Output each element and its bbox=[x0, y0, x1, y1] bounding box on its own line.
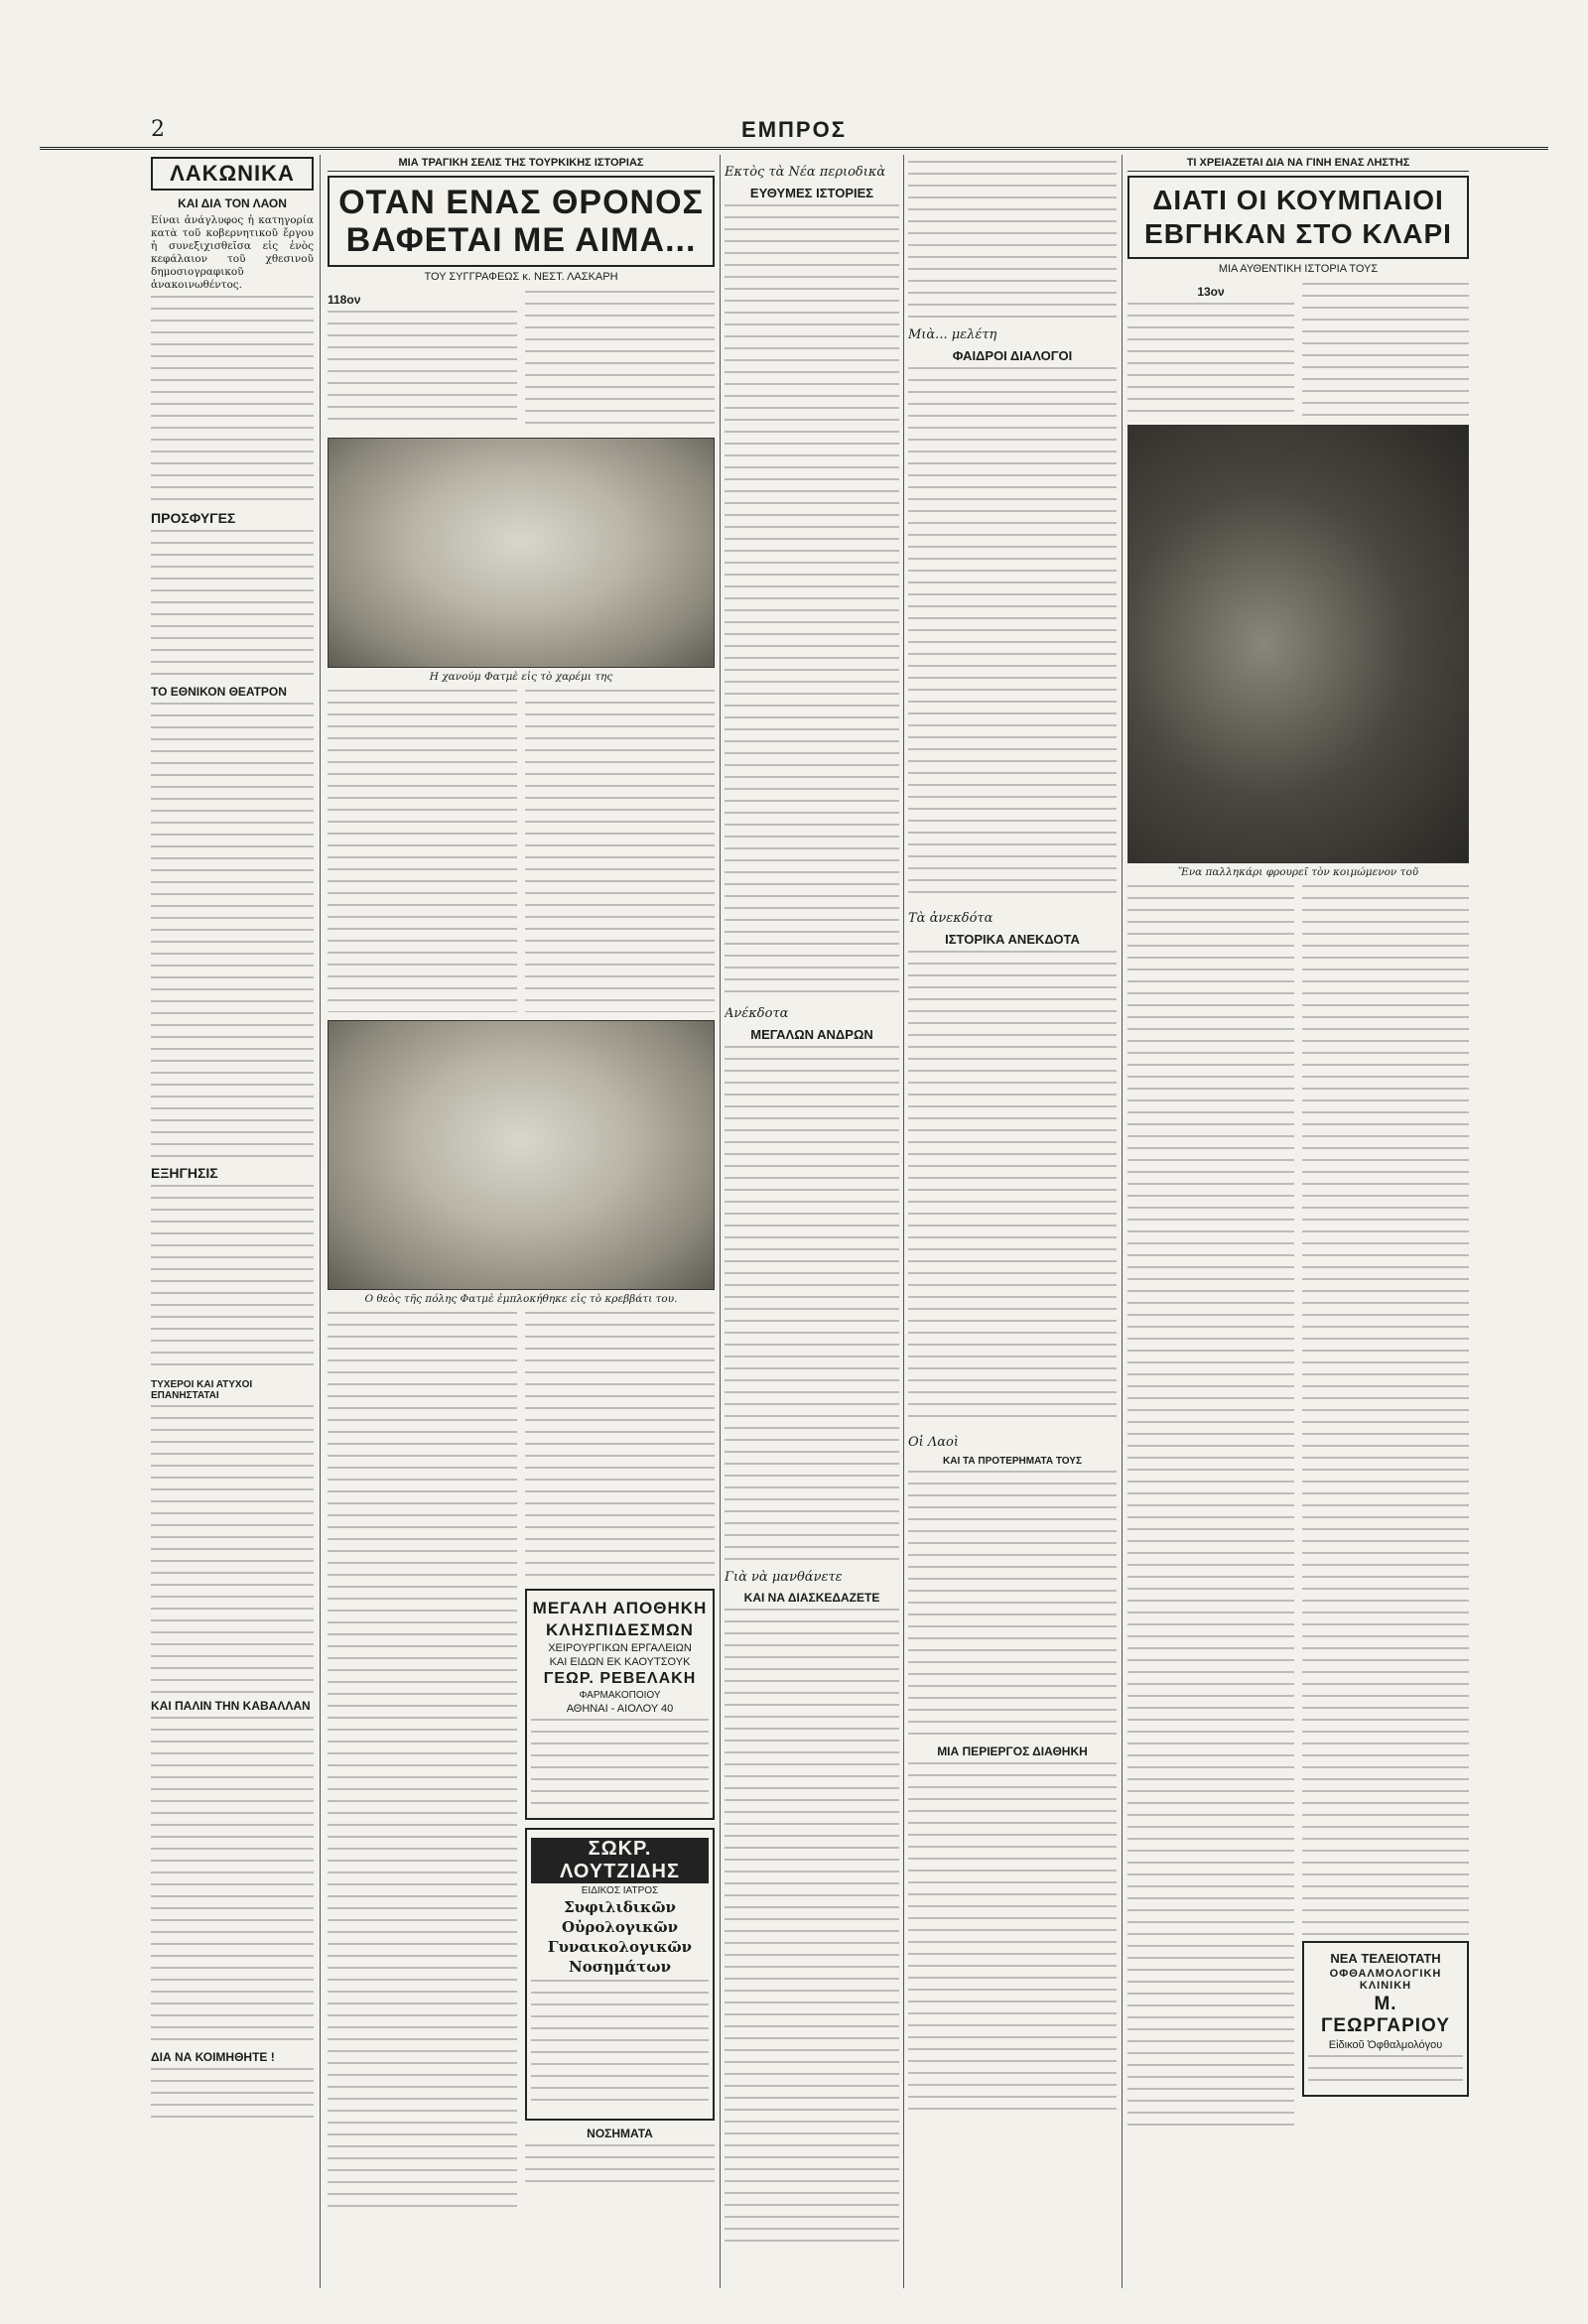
ad-line: Συφιλιδικῶν bbox=[564, 1898, 676, 1916]
ad-line: ΑΘΗΝΑΙ - ΑΙΟΛΟΥ 40 bbox=[566, 1703, 674, 1715]
article-text-block bbox=[908, 367, 1117, 903]
story-columns bbox=[1127, 279, 1469, 421]
caption-bandit: Ἕνα παλληκάρι φρουρεῖ τὸν κοιμώμενον τοῦ bbox=[1177, 866, 1419, 878]
ad-line: ΦΑΡΜΑΚΟΠΟΙΟΥ bbox=[579, 1690, 661, 1701]
ad-line: ΟΦΘΑΛΜΟΛΟΓΙΚΗ ΚΛΙΝΙΚΗ bbox=[1329, 1968, 1442, 1992]
column-dialogoi bbox=[908, 157, 1117, 2290]
illustration-bandit bbox=[1127, 425, 1469, 863]
article-text-block bbox=[725, 204, 899, 998]
headline-diathiki: ΜΙΑ ΠΕΡΙΕΡΓΟΣ ΔΙΑΘΗΚΗ bbox=[937, 1744, 1088, 1758]
column-periodika bbox=[725, 157, 899, 2290]
rubric-anekdota: Ανέκδοτα bbox=[725, 1006, 789, 1021]
headline-faidroi: ΦΑΙΔΡΟΙ ΔΙΑΛΟΓΟΙ bbox=[952, 348, 1073, 363]
illustration-harem bbox=[328, 438, 715, 668]
article-text-block bbox=[908, 1471, 1117, 1739]
ad-line: ΓΕΩΡ. ΡΕΒΕΛΑΚΗ bbox=[543, 1670, 697, 1687]
article-text-block bbox=[151, 296, 314, 504]
headline-dia-ton-laon: ΚΑΙ ΔΙΑ ΤΟΝ ΛΑΟΝ bbox=[178, 196, 287, 210]
ad-line: ΚΛΗΣΠΙΔΕΣΜΩΝ bbox=[546, 1620, 694, 1639]
story-columns bbox=[328, 1308, 715, 2214]
installment-number: 118ον bbox=[328, 293, 361, 307]
headline-kavalla: ΚΑΙ ΠΑΛΙΝ ΤΗΝ ΚΑΒΑΛΛΑΝ bbox=[151, 1699, 311, 1713]
story-title-box bbox=[1127, 176, 1469, 259]
ad-text-block bbox=[531, 1980, 709, 2109]
ad-revelaki bbox=[525, 1589, 715, 1820]
rubric-lakonika: ΛΑΚΩΝΙΚΑ bbox=[151, 157, 314, 191]
story-koumpaioi bbox=[1127, 157, 1469, 2290]
article-text-block bbox=[1302, 885, 1469, 1937]
article-text-block bbox=[328, 690, 517, 1012]
headline-diaskedazete: ΚΑΙ ΝΑ ΔΙΑΣΚΕΔΑΖΕΤΕ bbox=[743, 1591, 880, 1605]
article-text-block bbox=[151, 1717, 314, 2044]
story-thronos bbox=[328, 157, 715, 2290]
headline-ethnikon-theatron: ΤΟ ΕΘΝΙΚΟΝ ΘΕΑΤΡΟΝ bbox=[151, 685, 287, 699]
rubric-anekdota-2: Τὰ ἀνεκδότα bbox=[908, 911, 993, 926]
page-number: 2 bbox=[151, 117, 165, 142]
rubric-meleti: Μιὰ... μελέτη bbox=[908, 327, 997, 342]
rubric-manthanete: Γιὰ νὰ μανθάνετε bbox=[725, 1570, 843, 1585]
article-text-block bbox=[328, 1312, 517, 2210]
article-text-block bbox=[908, 951, 1117, 1427]
story-columns bbox=[1127, 881, 1469, 2130]
column-lakonika bbox=[151, 157, 314, 2290]
story-subtitle: ΜΙΑ ΑΥΘΕΝΤΙΚΗ ΙΣΤΟΡΙΑ ΤΟΥΣ bbox=[1218, 263, 1379, 275]
page-header bbox=[40, 117, 1548, 151]
story-columns bbox=[328, 686, 715, 1016]
illustration-bed bbox=[328, 1020, 715, 1290]
story-title-line2: ΕΒΓΗΚΑΝ ΣΤΟ ΚΛΑΡΙ bbox=[1144, 218, 1452, 249]
ad-line: Εἰδικοῦ Ὀφθαλμολόγου bbox=[1328, 2039, 1443, 2051]
article-text-block bbox=[908, 161, 1117, 320]
ad-line: ΧΕΙΡΟΥΡΓΙΚΩΝ ΕΡΓΑΛΕΙΩΝ bbox=[548, 1642, 692, 1654]
article-text-block bbox=[525, 690, 715, 1012]
article-text: Είναι ἀνάγλυφος ἡ κατηγορία κατὰ τοῦ κοβερνητικοῦ ἔργου ἡ συνεξιχισθεῖσα εἰς ἐνὸς κεφάλαιον τοῦ χθεσινοῦ δημοσιογραφικοῦ ἀνακοινωθέντος. bbox=[151, 214, 314, 291]
column-divider bbox=[320, 155, 321, 2288]
masthead: ΕΜΠΡΟΣ bbox=[741, 117, 847, 142]
header-rule bbox=[40, 147, 1548, 150]
article-text-block bbox=[1127, 303, 1294, 417]
headline-efthymes: ΕΥΘΥΜΕΣ ΙΣΤΟΡΙΕΣ bbox=[749, 186, 874, 200]
article-text-block bbox=[328, 311, 517, 430]
ad-nosimata: ΝΟΣΗΜΑΤΑ bbox=[587, 2127, 653, 2140]
story-title-box bbox=[328, 176, 715, 267]
column-divider bbox=[903, 155, 904, 2288]
article-text-block bbox=[525, 291, 715, 430]
ad-line: Οὐρολογικῶν bbox=[561, 1918, 679, 1936]
ad-line: ΚΑΙ ΕΙΔΩΝ ΕΚ ΚΑΟΥΤΣΟΥΚ bbox=[549, 1656, 691, 1668]
ad-line: ΣΩΚΡ. ΛΟΥΤΖΙΔΗΣ bbox=[531, 1838, 709, 1883]
installment-number: 13ον bbox=[1197, 285, 1225, 299]
article-text-block bbox=[525, 1312, 715, 1585]
story-title-line1: ΟΤΑΝ ΕΝΑΣ ΘΡΟΝΟΣ bbox=[338, 184, 704, 221]
ad-loutzidis bbox=[525, 1828, 715, 2121]
story-kicker: ΜΙΑ ΤΡΑΓΙΚΗ ΣΕΛΙΣ ΤΗΣ ΤΟΥΡΚΙΚΗΣ ΙΣΤΟΡΙΑΣ bbox=[328, 157, 715, 172]
ad-line: ΝΕΑ ΤΕΛΕΙΟΤΑΤΗ bbox=[1330, 1951, 1441, 1966]
ad-text-block bbox=[531, 1719, 709, 1808]
story-byline: ΤΟΥ ΣΥΓΓΡΑΦΕΩΣ κ. ΝΕΣΤ. ΛΑΣΚΑΡΗ bbox=[424, 271, 618, 283]
story-title-line1: ΔΙΑΤΙ ΟΙ ΚΟΥΜΠΑΙΟΙ bbox=[1152, 185, 1444, 215]
ad-line: ΕΙΔΙΚΟΣ ΙΑΤΡΟΣ bbox=[581, 1885, 659, 1896]
story-columns bbox=[328, 287, 715, 434]
story-kicker: ΤΙ ΧΡΕΙΑΖΕΤΑΙ ΔΙΑ ΝΑ ΓΙΝΗ ΕΝΑΣ ΛΗΣΤΗΣ bbox=[1127, 157, 1469, 172]
headline-exigisis: ΕΞΗΓΗΣΙΣ bbox=[151, 1165, 218, 1181]
article-text-block bbox=[151, 1405, 314, 1693]
article-text-block bbox=[725, 1609, 899, 2244]
article-text-block bbox=[1302, 283, 1469, 417]
article-text-block bbox=[151, 530, 314, 679]
article-text-block bbox=[908, 1762, 1117, 2120]
ad-georgariou bbox=[1302, 1941, 1469, 2097]
headline-tyxeroi: ΤΥΧΕΡΟΙ ΚΑΙ ΑΤΥΧΟΙ ΕΠΑΝΗΣΤΑΤΑΙ bbox=[151, 1379, 253, 1401]
ad-line: Γυναικολογικῶν bbox=[547, 1938, 693, 1956]
caption-harem: Η χανούμ Φατμὲ εἰς τὸ χαρέμι της bbox=[429, 671, 613, 683]
column-divider bbox=[1122, 155, 1123, 2288]
headline-istorika: ΙΣΤΟΡΙΚΑ ΑΝΕΚΔΟΤΑ bbox=[945, 932, 1080, 947]
rubric-laoi: Οἱ Λαοὶ bbox=[908, 1435, 959, 1450]
ad-line: Μ. ΓΕΩΡΓΑΡΙΟΥ bbox=[1321, 1994, 1450, 2036]
rubric-periodika: Εκτὸς τὰ Νέα περιοδικὰ bbox=[725, 165, 886, 180]
article-text-block bbox=[725, 1046, 899, 1562]
article-text-block bbox=[151, 1185, 314, 1373]
headline-proterimata: ΚΑΙ ΤΑ ΠΡΟΤΕΡΗΜΑΤΑ ΤΟΥΣ bbox=[943, 1456, 1082, 1467]
headline-prosfyges: ΠΡΟΣΦΥΓΕΣ bbox=[151, 510, 236, 526]
story-title-line2: ΒΑΦΕΤΑΙ ΜΕ ΑΙΜΑ... bbox=[345, 221, 697, 259]
article-text-block bbox=[151, 703, 314, 1159]
ad-text-block bbox=[525, 2144, 715, 2184]
article-text-block bbox=[1127, 885, 1294, 2126]
headline-koimithite: ΔΙΑ ΝΑ ΚΟΙΜΗΘΗΤΕ ! bbox=[151, 2050, 275, 2064]
ad-text-block bbox=[1308, 2055, 1463, 2085]
headline-megalon-andron: ΜΕΓΑΛΩΝ ΑΝΔΡΩΝ bbox=[750, 1027, 873, 1042]
column-divider bbox=[720, 155, 721, 2288]
ad-line: Νοσημάτων bbox=[569, 1958, 671, 1976]
article-text-block bbox=[151, 2068, 314, 2128]
caption-bed: Ο θεὸς τῆς πόλης Φατμὲ ἐμπλοκήθηκε εἰς τὸ κρεββάτι του. bbox=[364, 1293, 678, 1305]
ad-line: ΜΕΓΑΛΗ ΑΠΟΘΗΚΗ bbox=[532, 1599, 708, 1617]
